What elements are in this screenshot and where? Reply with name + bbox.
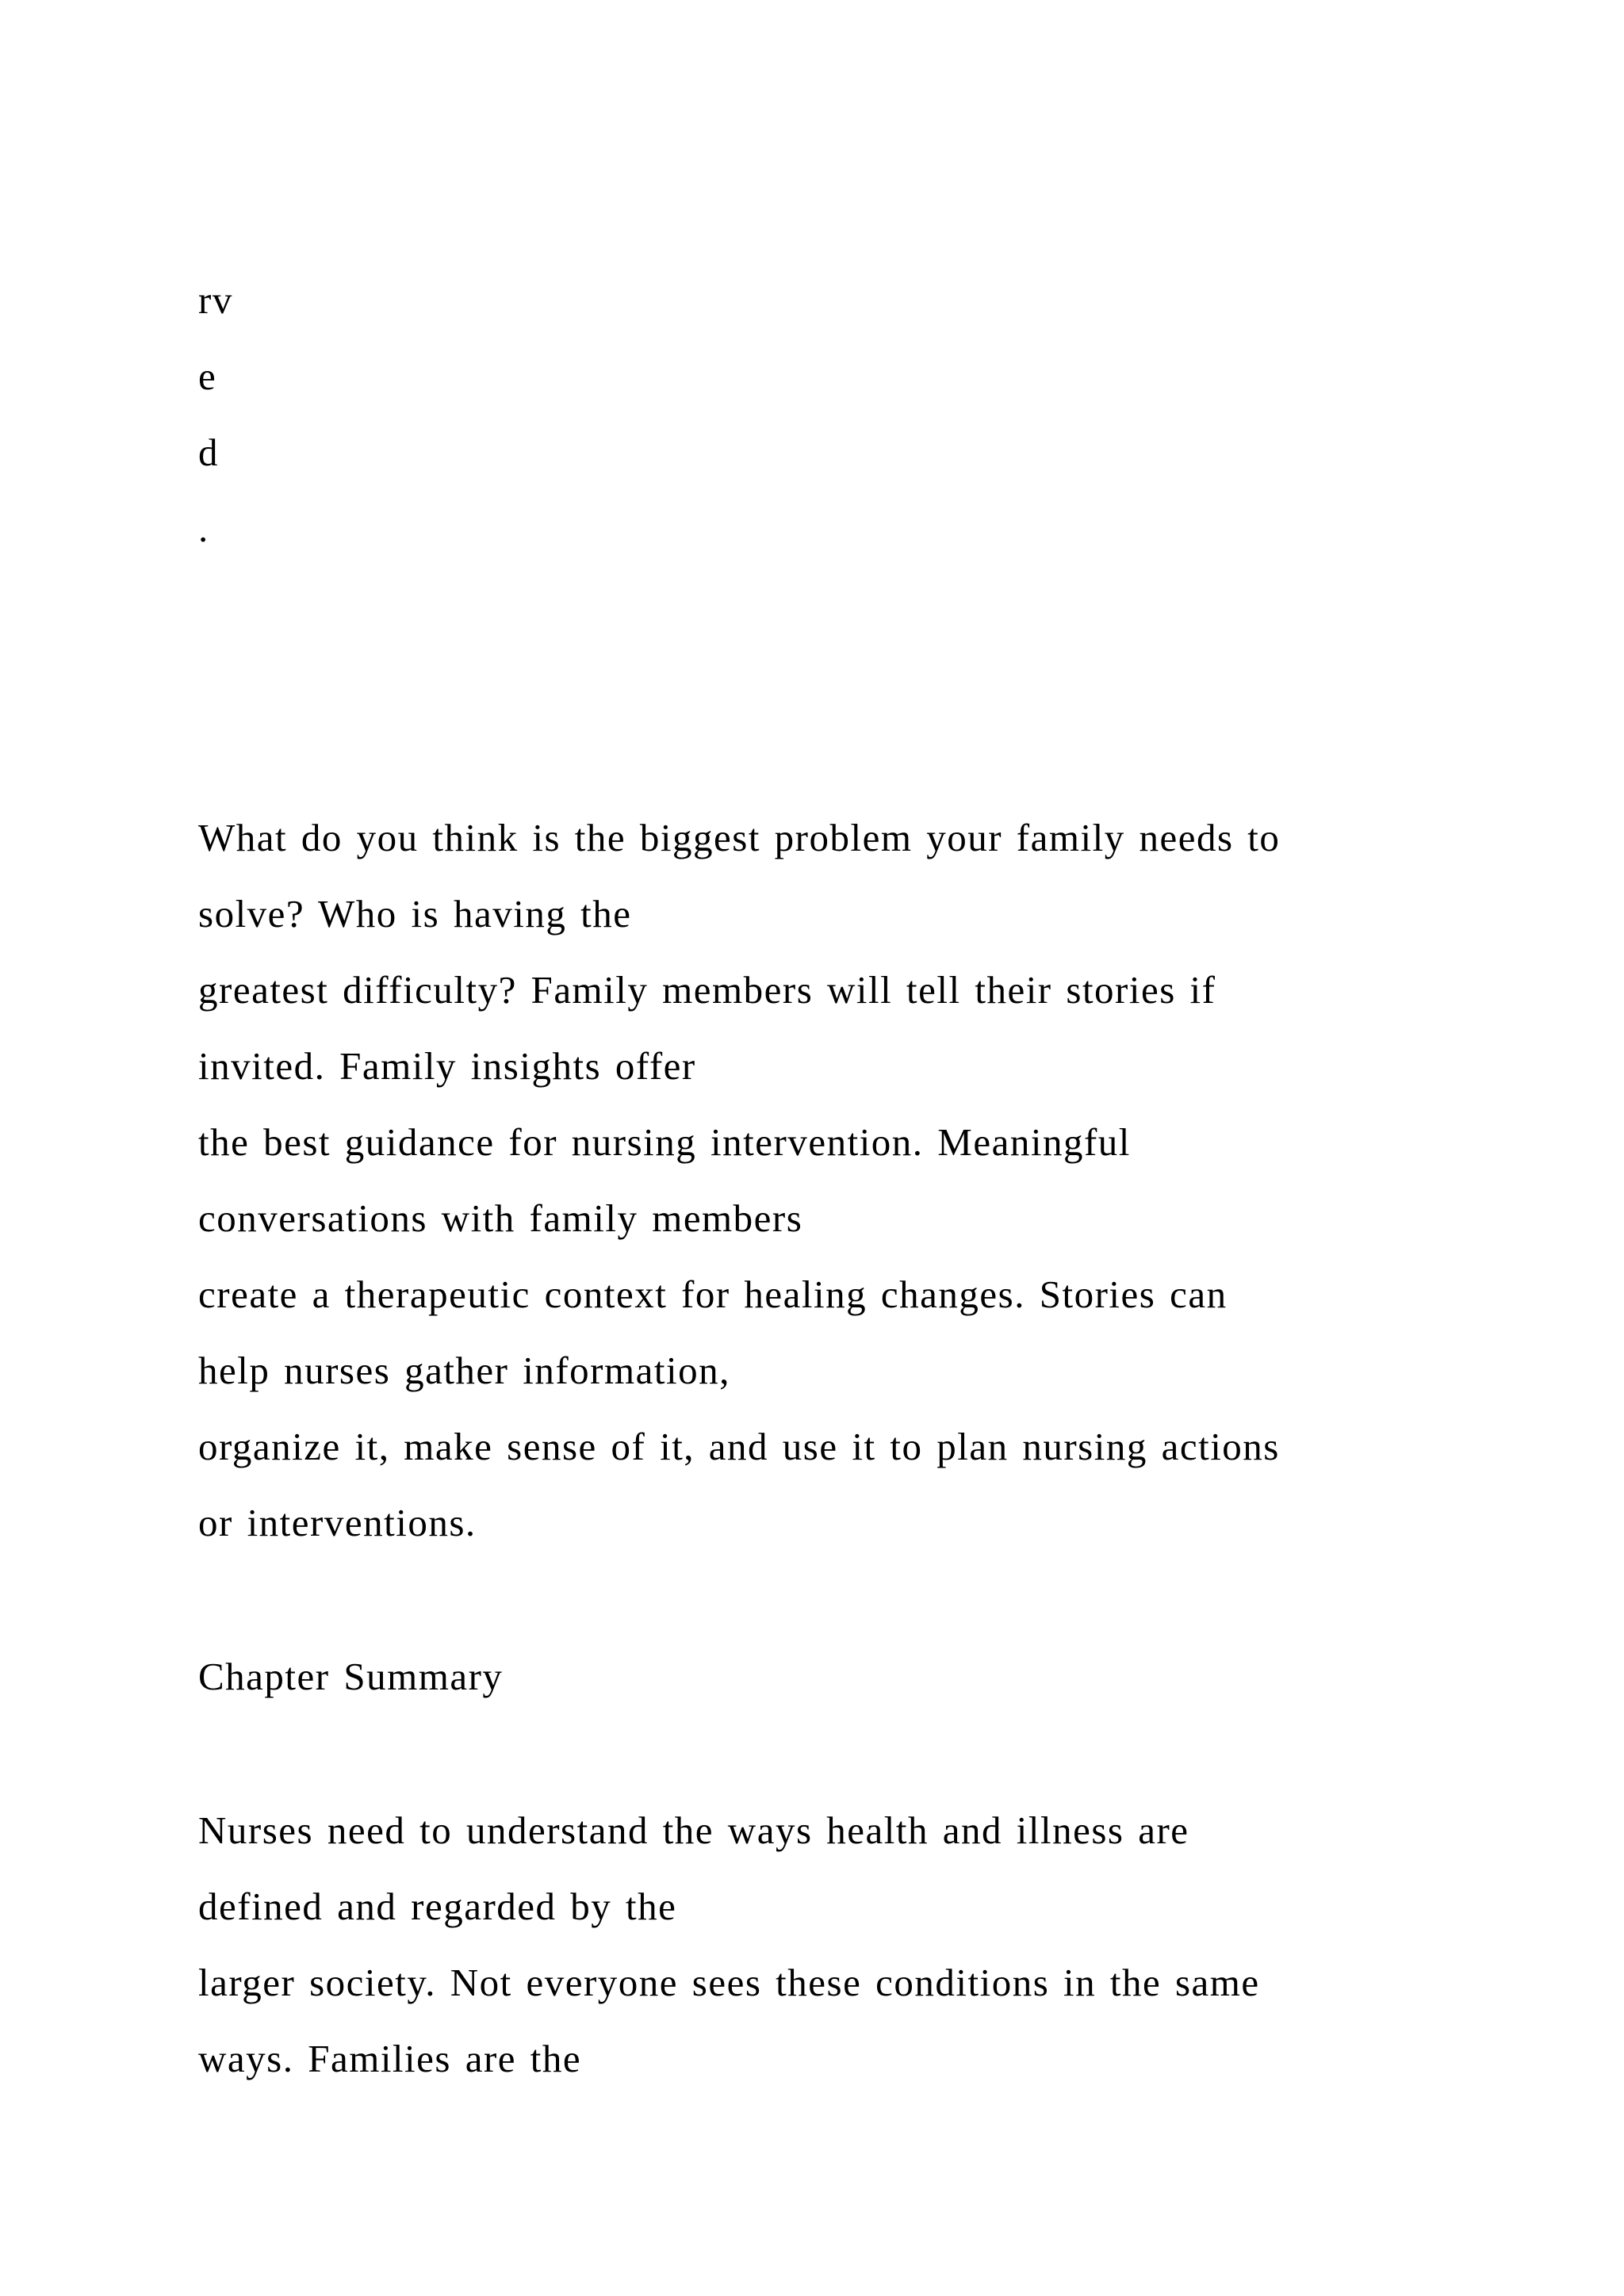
paragraph-line: organize it, make sense of it, and use it to plan nursing actions (198, 1425, 1280, 1468)
paragraph-line: help nurses gather information, (198, 1349, 730, 1392)
paragraph-line: greatest difficulty? Family members will tell their stories if (198, 968, 1216, 1012)
paragraph-line: ways. Families are the (198, 2037, 582, 2080)
section-heading: Chapter Summary (198, 1655, 504, 1698)
paragraph-line: the best guidance for nursing intervention. Meaningful (198, 1120, 1131, 1164)
paragraph-line: solve? Who is having the (198, 892, 632, 936)
paragraph-line: Nurses need to understand the ways health and illness are (198, 1808, 1189, 1852)
paragraph-line: create a therapeutic context for healing changes. Stories can (198, 1272, 1228, 1316)
paragraph-line: What do you think is the biggest problem your family needs to (198, 816, 1281, 859)
paragraph-line: defined and regarded by the (198, 1885, 677, 1928)
text-fragment-line: . (198, 507, 209, 550)
text-fragment-line: d (198, 430, 219, 474)
text-fragment-line: rv (198, 278, 233, 322)
paragraph-line: invited. Family insights offer (198, 1044, 696, 1088)
paragraph-line: or interventions. (198, 1501, 477, 1544)
paragraph-line: conversations with family members (198, 1196, 803, 1240)
paragraph-line: larger society. Not everyone sees these conditions in the same (198, 1961, 1260, 2004)
text-fragment-line: e (198, 354, 217, 398)
